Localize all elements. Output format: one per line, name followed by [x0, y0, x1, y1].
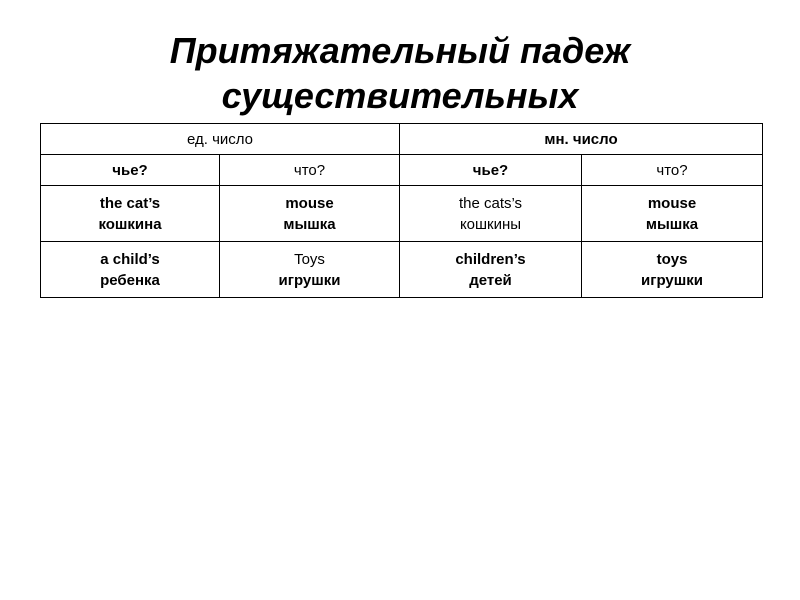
page-title	[0, 28, 800, 118]
table-cell	[41, 242, 220, 298]
table-cell	[400, 186, 582, 242]
cell-english: mouse	[285, 194, 334, 212]
title-line-1: Притяжательный падеж	[169, 30, 631, 71]
question-header-what-plural: что?	[582, 155, 763, 186]
cell-russian: игрушки	[641, 271, 704, 289]
question-header-whose-plural: чье?	[400, 155, 582, 186]
possessive-case-table	[40, 123, 763, 298]
cell-english: the cats’s	[458, 194, 523, 212]
cell-russian: кошкины	[459, 215, 522, 233]
cell-english: mouse	[647, 194, 697, 212]
table-cell	[41, 186, 220, 242]
cell-english: the cat’s	[99, 194, 161, 212]
cell-russian: ребенка	[100, 271, 160, 289]
cell-russian: кошкина	[98, 215, 162, 233]
table-row	[41, 186, 763, 242]
cell-english: Toys	[294, 250, 325, 268]
question-header-row	[41, 155, 763, 186]
group-header-row	[41, 124, 763, 155]
question-header-whose-singular: чье?	[41, 155, 220, 186]
singular-header: ед. число	[41, 124, 400, 155]
plural-header: мн. число	[400, 124, 763, 155]
cell-russian: детей	[469, 271, 512, 289]
table-cell	[220, 186, 400, 242]
table-cell	[400, 242, 582, 298]
cell-russian: мышка	[645, 215, 699, 233]
cell-english: a child’s	[100, 250, 160, 268]
cell-english: children’s	[455, 250, 526, 268]
question-header-what-singular: что?	[220, 155, 400, 186]
table-row	[41, 242, 763, 298]
table-cell	[220, 242, 400, 298]
cell-russian: игрушки	[278, 271, 341, 289]
table-cell	[582, 242, 763, 298]
cell-english: toys	[656, 250, 688, 268]
table-cell	[582, 186, 763, 242]
title-line-2: существительных	[221, 75, 579, 116]
cell-russian: мышка	[283, 215, 336, 233]
